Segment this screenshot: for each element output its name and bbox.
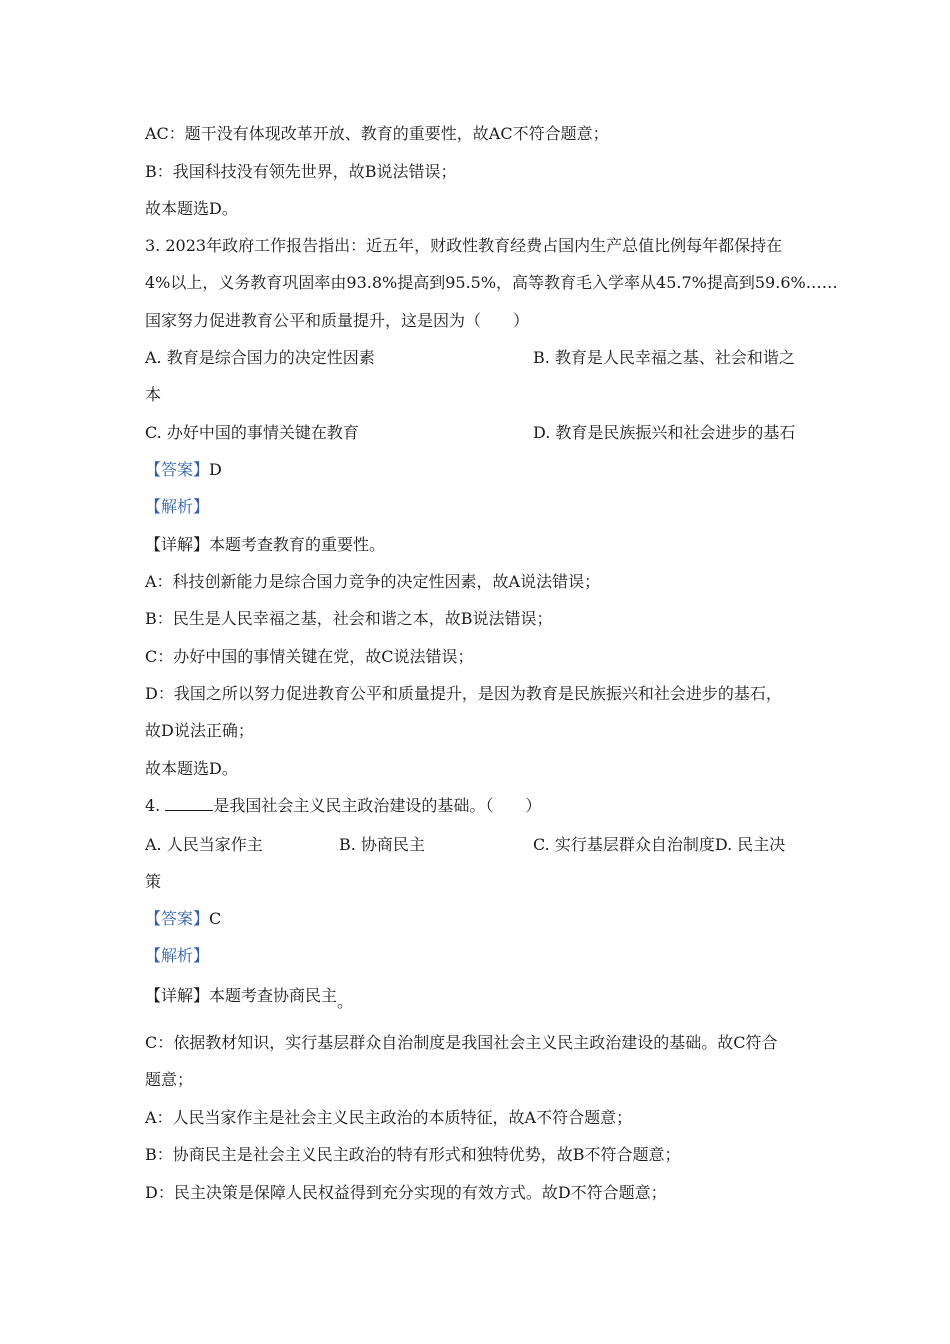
q4-detail-mark: 。 — [337, 992, 354, 1011]
q2-explanation-ac: AC：题干没有体现改革开放、教育的重要性，故AC不符合题意； — [145, 124, 609, 143]
q3-analysis-tag: 【解析】 — [145, 497, 210, 516]
q4-detail — [145, 986, 354, 1011]
q3-answer — [145, 460, 222, 480]
q2-conclusion: 故本题选D。 — [145, 199, 238, 218]
q3-detail: 【详解】本题考查教育的重要性。 — [145, 535, 386, 554]
q3-stem-line3: 国家努力促进教育公平和质量提升，这是因为（ ） — [145, 311, 530, 330]
q3-explanation-d-continued: 故D说法正确； — [145, 721, 254, 740]
q3-option-a: A. 教育是综合国力的决定性因素 — [145, 348, 375, 367]
q4-option-d-continued: 策 — [145, 872, 162, 891]
q4-number: 4. — [145, 796, 166, 815]
q4-answer — [145, 909, 221, 929]
q2-explanation-b: B：我国科技没有领先世界，故B说法错误； — [145, 162, 457, 181]
q4-stem-text: 是我国社会主义民主政治建设的基础。（ ） — [213, 796, 542, 815]
q3-stem-line2: 4%以上，义务教育巩固率由93.8%提高到95.5%，高等教育毛入学率从45.7%提高到59.6%…… — [145, 273, 838, 292]
fill-in-blank — [165, 796, 213, 811]
answer-tag: 【答案】 — [145, 460, 210, 479]
q4-option-b: B. 协商民主 — [339, 835, 425, 854]
answer-value: C — [209, 909, 222, 928]
q3-explanation-c: C：办好中国的事情关键在党，故C说法错误； — [145, 647, 474, 666]
q3-explanation-b: B：民生是人民幸福之基，社会和谐之本，故B说法错误； — [145, 609, 553, 628]
q4-stem — [145, 796, 541, 816]
q4-option-c-d: C. 实行基层群众自治制度D. 民主决 — [533, 835, 786, 854]
answer-tag: 【答案】 — [145, 909, 210, 928]
q3-conclusion: 故本题选D。 — [145, 759, 238, 778]
q3-option-c: C. 办好中国的事情关键在教育 — [145, 423, 359, 442]
q4-explanation-b: B：协商民主是社会主义民主政治的特有形式和独特优势，故B不符合题意； — [145, 1145, 681, 1164]
q3-option-d: D. 教育是民族振兴和社会进步的基石 — [533, 423, 796, 442]
answer-value: D — [209, 460, 222, 479]
q3-explanation-d: D：我国之所以努力促进教育公平和质量提升，是因为教育是民族振兴和社会进步的基石， — [145, 684, 782, 703]
q4-explanation-a: A：人民当家作主是社会主义民主政治的本质特征，故A不符合题意； — [145, 1108, 633, 1127]
q3-option-b: B. 教育是人民幸福之基、社会和谐之 — [533, 348, 795, 367]
q4-explanation-d: D：民主决策是保障人民权益得到充分实现的有效方式。故D不符合题意； — [145, 1183, 667, 1202]
q4-option-a: A. 人民当家作主 — [145, 835, 263, 854]
q4-explanation-c: C：依据教材知识，实行基层群众自治制度是我国社会主义民主政治建设的基础。故C符合 — [145, 1033, 778, 1052]
q3-explanation-a: A：科技创新能力是综合国力竞争的决定性因素，故A说法错误； — [145, 572, 601, 591]
q4-explanation-c-continued: 题意； — [145, 1070, 194, 1089]
q4-detail-text: 【详解】本题考查协商民主 — [145, 986, 338, 1005]
q4-analysis-tag: 【解析】 — [145, 946, 210, 965]
q3-option-b-continued: 本 — [145, 385, 162, 404]
q3-stem-line1: 3. 2023年政府工作报告指出：近五年，财政性教育经费占国内生产总值比例每年都保持在 — [145, 236, 783, 255]
